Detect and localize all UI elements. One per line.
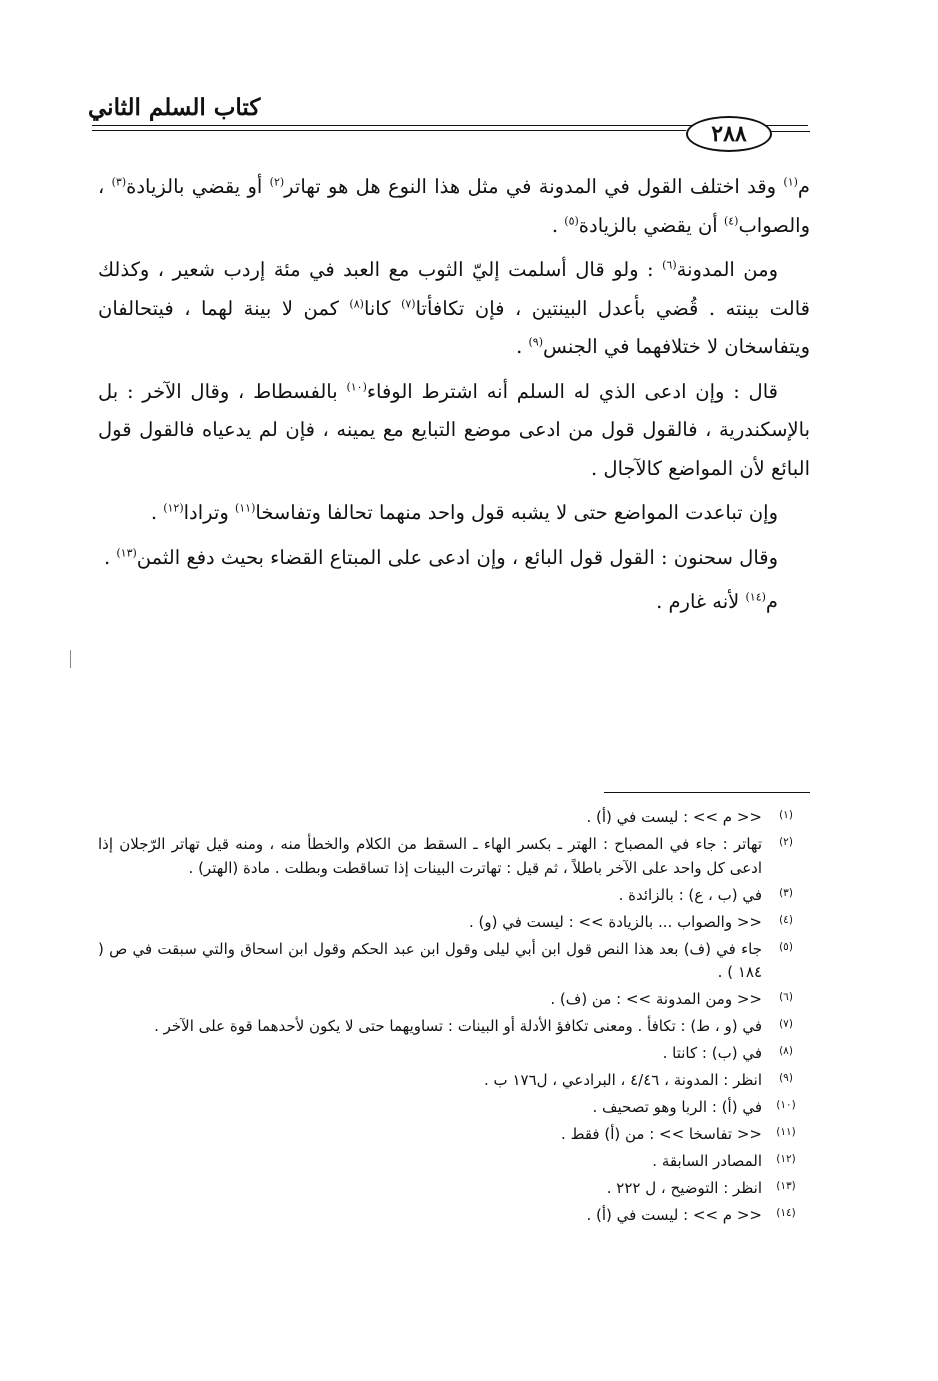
- text-run: وإن تباعدت المواضع حتى لا يشبه قول واحد منهما تحالفا وتفاسخا: [255, 501, 778, 524]
- footnote-text: في (أ) : الربا وهو تصحيف .: [592, 1098, 762, 1116]
- header-rule-tail: [770, 131, 810, 132]
- text-run: .: [516, 335, 529, 358]
- footnote-number: (٨): [779, 1045, 793, 1057]
- footnote-text: << ومن المدونة >> : من (ف) .: [550, 990, 762, 1008]
- footnote: [98, 806, 810, 830]
- footnote-number: (٣): [779, 886, 793, 899]
- footnote-text: في (ب) : كانتا .: [662, 1044, 762, 1062]
- footnote-number: (٤): [779, 913, 793, 926]
- footnote: [98, 1123, 810, 1147]
- footnote: [98, 911, 810, 935]
- footnote-marker[interactable]: (٣): [111, 175, 127, 189]
- body-paragraph: [98, 539, 810, 578]
- text-run: أن يقضي بالزيادة: [578, 213, 724, 237]
- text-run: ومن المدونة: [676, 258, 779, 281]
- footnote-marker[interactable]: (٧): [401, 297, 416, 310]
- footnote: [98, 988, 810, 1012]
- text-run: وقال سحنون : القول قول البائع ، وإن ادعى على المبتاع القضاء بحيث دفع الثمن: [136, 545, 778, 569]
- footnote-number: (١٠): [776, 1099, 796, 1111]
- footnote-text: << م >> : ليست في (أ) .: [586, 1206, 762, 1224]
- text-run: وترادا: [183, 501, 235, 524]
- text-run: أو يقضي بالزيادة: [126, 175, 270, 198]
- text-run: كمن لا بينة لهما ، فيتحالفان ويتفاسخان لا ختلافهما في الجنس: [98, 296, 810, 358]
- body-paragraph: [98, 583, 810, 622]
- footnote-number: (٩): [779, 1072, 793, 1084]
- footnote-number: (١٤): [776, 1207, 796, 1219]
- footnote-text: << تفاسخا >> : من (أ) فقط .: [561, 1125, 762, 1143]
- footnote: [98, 938, 810, 985]
- text-run: .: [551, 213, 565, 237]
- footnote-number: (٧): [779, 1018, 793, 1030]
- footnote-text: المصادر السابقة .: [652, 1152, 762, 1170]
- footnote-marker[interactable]: (٨): [349, 297, 364, 310]
- footnote-text: << م >> : ليست في (أ) .: [586, 808, 762, 826]
- text-run: م: [765, 590, 778, 613]
- body-paragraph: [98, 373, 810, 489]
- footnote-number: (١١): [776, 1126, 796, 1138]
- text-run: كانا: [363, 296, 402, 320]
- footnote-number: (١٢): [776, 1153, 796, 1165]
- footnote: [98, 1015, 810, 1039]
- main-text: [98, 168, 810, 628]
- footnote-text: في (ب ، ع) : بالزائدة .: [618, 885, 762, 904]
- footnote: [98, 1042, 810, 1066]
- footnote-text: انظر : التوضيح ، ل ٢٢٢ .: [606, 1179, 762, 1197]
- text-run: م: [797, 175, 810, 198]
- footnote-marker[interactable]: (١٣): [116, 546, 137, 559]
- text-run: لأنه غارم .: [656, 590, 746, 613]
- footnote: [98, 1204, 810, 1228]
- footnote-number: (١٣): [776, 1180, 796, 1192]
- footnote: [98, 833, 810, 880]
- footnote-marker[interactable]: (١٠): [346, 380, 367, 393]
- text-run: .: [103, 545, 117, 569]
- footnote-marker[interactable]: (٥): [564, 214, 579, 227]
- footnote-text: تهاتر : جاء في المصباح : الهتر ـ بكسر الهاء ـ السقط من الكلام والخطأ منه ، ومنه قيل تهاتر الرّجلان إذا ادعى كل واحد على الآخر باطلاً ، ثم قيل : تهاترت البينات إذا تساقطت وبطلت . مادة (الهتر) .: [98, 835, 762, 877]
- footnote: [98, 1177, 810, 1201]
- footnote: [98, 1096, 810, 1120]
- footnote-number: (٦): [779, 991, 793, 1003]
- footnote-text: انظر : المدونة ، ٤/٤٦ ، البرادعي ، ل١٧٦ ب .: [484, 1071, 762, 1089]
- text-run: .: [150, 501, 164, 524]
- footnotes: [98, 806, 810, 1231]
- footnote: [98, 884, 810, 908]
- footnote-marker[interactable]: (٩): [528, 335, 543, 349]
- footnote-text: في (و ، ط) : تكافأ . ومعنى تكافؤ الأدلة أو البينات : تساويهما حتى لا يكون لأحدهما قوة على الآخر .: [154, 1017, 762, 1035]
- text-run: بالفسطاط ، وقال الآخر : بل بالإسكندرية ، فالقول قول من ادعى موضع التبايع مع يمينه ، فإن لم يدعياه فالقول قول البائع لأن المواضع كالآجال .: [98, 379, 810, 480]
- body-paragraph: [98, 251, 810, 367]
- footnote: [98, 1069, 810, 1093]
- running-header-title: كتاب السلم الثاني: [88, 94, 261, 121]
- text-run: وقد اختلف القول في المدونة في مثل هذا النوع هل هو تهاتر: [284, 175, 784, 198]
- footnote-marker[interactable]: (٢): [269, 175, 285, 189]
- footnote-marker[interactable]: (٤): [723, 214, 739, 227]
- footnote-separator: [604, 792, 810, 793]
- footnote-marker[interactable]: (٦): [662, 258, 677, 272]
- footnote-text: جاء في (ف) بعد هذا النص قول ابن أبي ليلى وقول ابن عبد الحكم وقول ابن اسحاق والتي سبقت في ص ( ١٨٤ ) .: [98, 939, 762, 981]
- text-run: قال : وإن ادعى الذي له السلم أنه اشترط الوفاء: [366, 379, 778, 403]
- footnote: [98, 1150, 810, 1174]
- footnote-marker[interactable]: (١٢): [163, 501, 184, 515]
- scan-mark: [70, 650, 71, 668]
- footnote-number: (١): [779, 809, 793, 821]
- footnote-marker[interactable]: (١١): [234, 501, 256, 515]
- footnote-marker[interactable]: (١): [783, 175, 798, 189]
- footnote-number: (٥): [779, 940, 793, 953]
- body-paragraph: [98, 494, 810, 533]
- page-number: ٢٨٨: [686, 116, 772, 152]
- text-run: : ولو قال أسلمت إليّ الثوب مع العبد في مئة إردب شعير ، وكذلك قالت بينته . قُضي بأعدل البينتين ، فإن تكافأتا: [98, 258, 810, 320]
- footnote-number: (٢): [779, 836, 793, 848]
- body-paragraph: [98, 168, 810, 245]
- footnote-marker[interactable]: (١٤): [745, 590, 766, 604]
- header-rule-bottom: [92, 130, 686, 131]
- footnote-text: << والصواب ... بالزيادة >> : ليست في (و) .: [468, 912, 762, 931]
- text-run: ، والصواب: [98, 175, 810, 237]
